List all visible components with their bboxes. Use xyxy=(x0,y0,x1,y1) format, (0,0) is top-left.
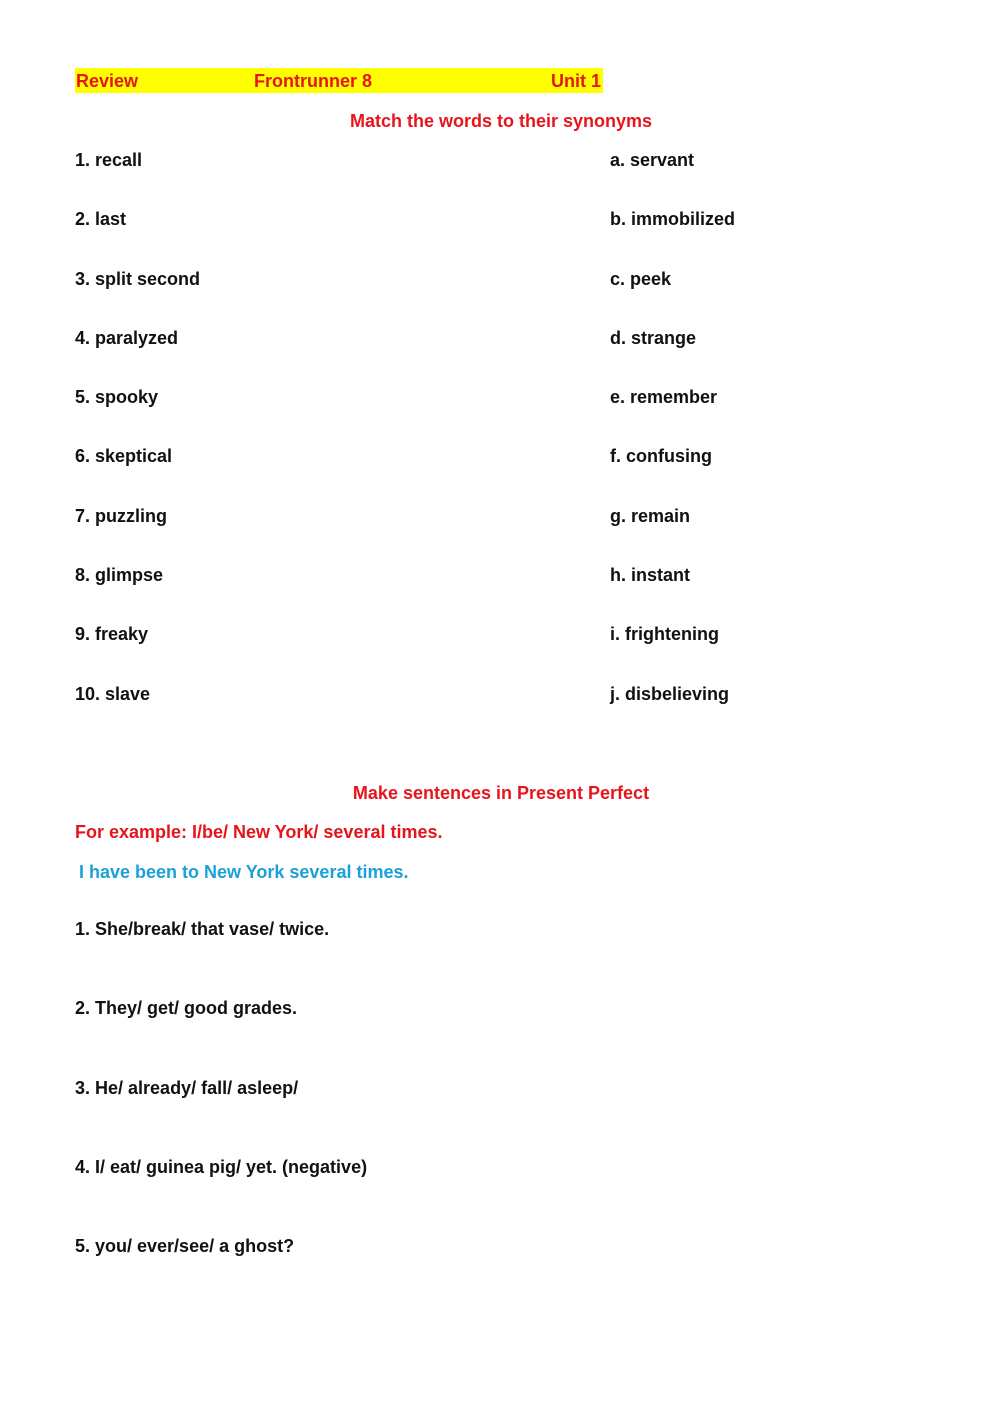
synonym-item: i. frightening xyxy=(610,624,719,645)
sentence-list xyxy=(75,917,367,1313)
synonym-item: b. immobilized xyxy=(610,209,736,230)
unit-label: Unit 1 xyxy=(551,71,602,91)
sentence-item: 5. you/ ever/see/ a ghost? xyxy=(75,1236,295,1257)
word-item: 2. last xyxy=(75,209,127,230)
sentence-item: 2. They/ get/ good grades. xyxy=(75,998,298,1019)
sentence-item: 4. I/ eat/ guinea pig/ yet. (negative) xyxy=(75,1156,368,1177)
word-item: 3. split second xyxy=(75,268,201,289)
book-title: Frontrunner 8 xyxy=(254,71,373,91)
word-item: 8. glimpse xyxy=(75,565,164,586)
word-item: 7. puzzling xyxy=(75,505,167,526)
word-item: 10. slave xyxy=(75,683,151,704)
synonym-item: d. strange xyxy=(610,327,697,348)
synonym-item: f. confusing xyxy=(610,446,712,467)
sentence-item: 1. She/break/ that vase/ twice. xyxy=(75,919,330,939)
word-item: 4. paralyzed xyxy=(75,327,179,348)
matching-section-title: Match the words to their synonyms xyxy=(349,111,653,131)
example-answer: I have been to New York several times. xyxy=(79,862,409,882)
sentences-section-title: Make sentences in Present Perfect xyxy=(352,783,650,803)
word-item: 9. freaky xyxy=(75,624,149,645)
word-item: 1. recall xyxy=(75,150,143,170)
synonym-item: a. servant xyxy=(610,150,695,170)
synonym-list xyxy=(610,148,735,741)
word-item: 6. skeptical xyxy=(75,446,173,467)
review-label: Review xyxy=(76,71,139,91)
synonym-item: g. remain xyxy=(610,505,691,526)
synonym-item: h. instant xyxy=(610,565,690,586)
synonym-item: j. disbelieving xyxy=(610,683,730,704)
word-list xyxy=(75,148,200,741)
sentence-item: 3. He/ already/ fall/ asleep/ xyxy=(75,1077,299,1098)
example-prompt: For example: I/be/ New York/ several times. xyxy=(75,822,443,842)
word-item: 5. spooky xyxy=(75,387,159,408)
synonym-item: c. peek xyxy=(610,268,672,289)
synonym-item: e. remember xyxy=(610,387,718,408)
header-banner xyxy=(75,68,603,93)
